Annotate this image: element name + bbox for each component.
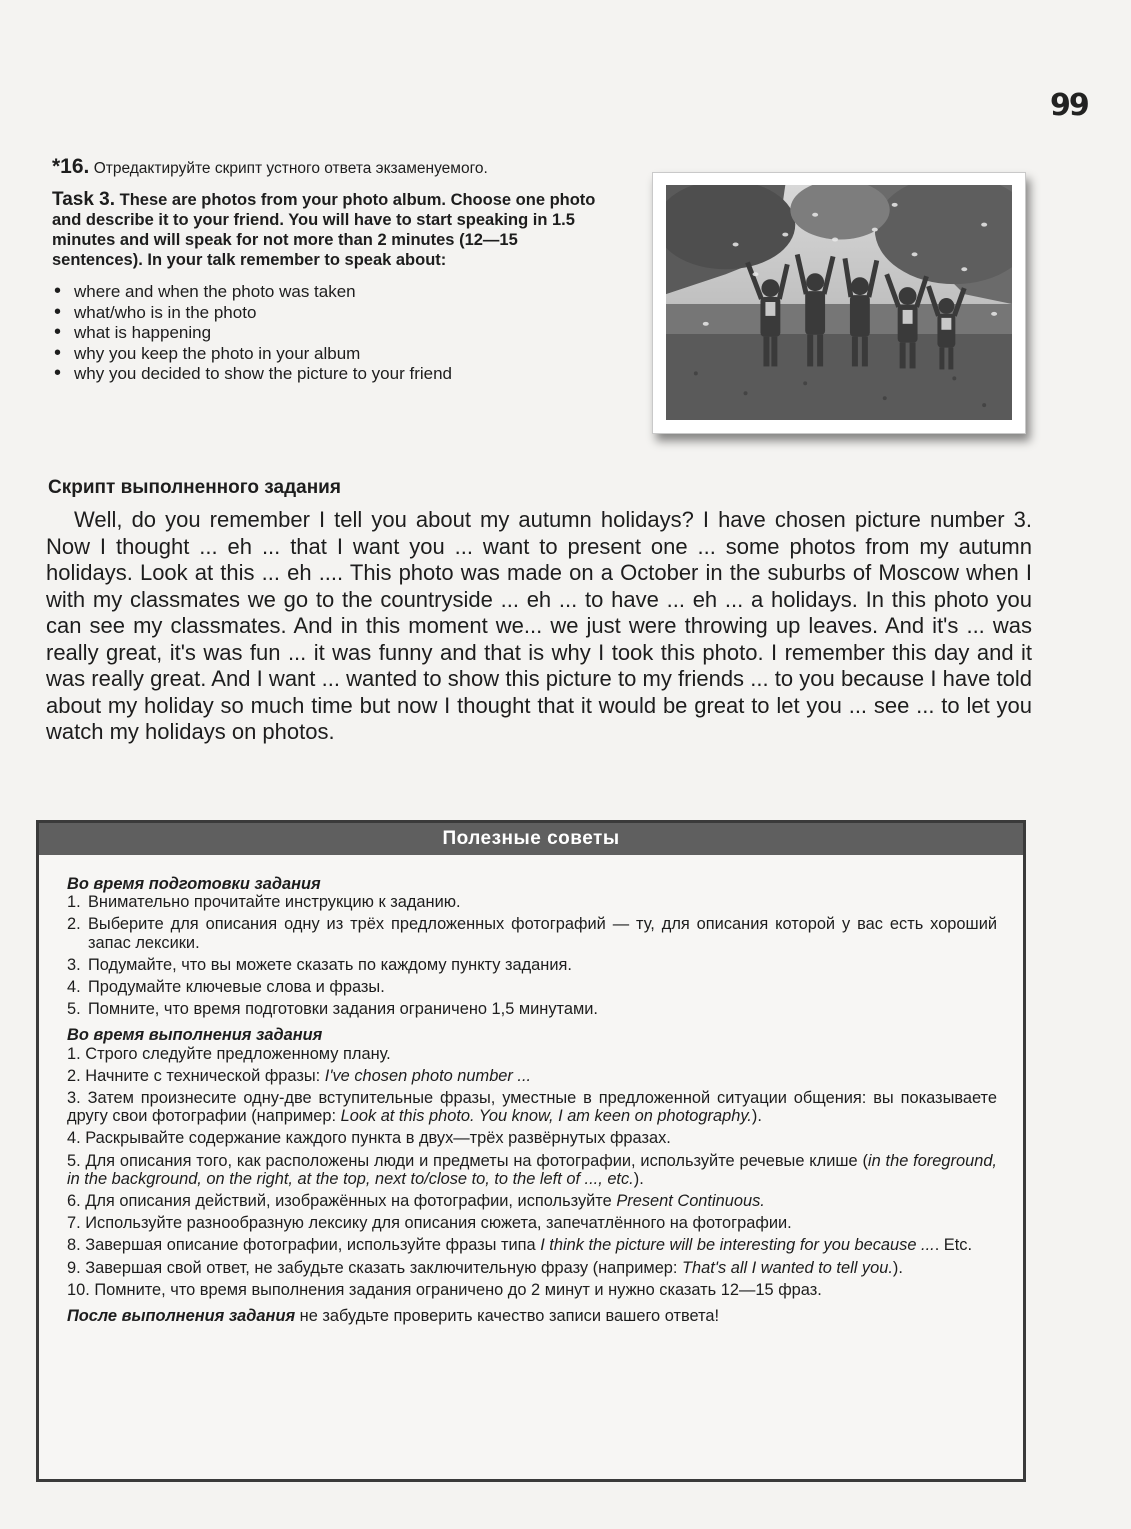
item-number: 1.	[67, 1044, 81, 1063]
item-number: 9.	[67, 1258, 81, 1277]
item-number: 7.	[67, 1214, 81, 1233]
script-title: Скрипт выполненного задания	[48, 477, 341, 498]
task-text: These are photos from your photo album. Choose one photo and describe it to your friend. You will have to start speaking in 1.5 minutes and will speak for not more than 2 minutes (12—15 sentences). In your talk remember to speak about:	[52, 191, 596, 269]
list-item	[67, 1045, 997, 1063]
final-note	[67, 1307, 997, 1325]
exercise-heading	[52, 155, 612, 178]
list-item	[67, 1214, 997, 1232]
item-number: 1.	[67, 893, 81, 912]
item-text-end: ).	[892, 1258, 903, 1277]
autumn-friends-photo	[666, 185, 1012, 420]
item-number: 2.	[67, 1066, 81, 1085]
list-item: • where and when the photo was taken	[52, 282, 612, 303]
item-number: 3.	[67, 955, 81, 974]
item-text: Подумайте, что вы можете сказать по каждому пункту задания.	[88, 955, 572, 974]
list-item: • what is happening	[52, 323, 612, 344]
item-text-end: ).	[751, 1107, 762, 1126]
tips-header: Полезные советы	[39, 823, 1023, 855]
list-item	[67, 1281, 997, 1299]
item-text: Завершая описание фотографии, используйте фразы типа	[85, 1236, 536, 1255]
item-text: Используйте разнообразную лексику для описания сюжета, запечатлённого на фотографии.	[85, 1214, 792, 1233]
script-text: Well, do you remember I tell you about my autumn holidays? I have chosen picture number 3. Now I thought ... eh ... that I want you ... want to present one ... some photos from my autumn holidays. Look at this ... eh .... This photo was made on a October in the suburbs of Moscow when I with my classmates we go to the countryside ... eh ... to have ... eh ... a holidays. In this photo you can see my classmates. And in this moment we... we just were throwing up leaves. And it's ... was really great, it's was fun ... it was funny and that is why I took this photo. I remember this day and it was really great. And I want ... wanted to show this picture to my friends ... to you because I have told about my holiday so much time but now I thought that it would be great to let you ... see ... to let you watch my holidays on photos.	[46, 507, 1032, 744]
list-item	[67, 1067, 997, 1085]
item-text: Продумайте ключевые слова и фразы.	[88, 978, 385, 997]
prep-section-title: Во время подготовки задания	[67, 875, 321, 893]
list-item	[67, 893, 997, 911]
photo-frame	[652, 172, 1026, 434]
prep-tips-list	[67, 893, 997, 1018]
exercise-instruction: Отредактируйте скрипт устного ответа экзаменуемого.	[93, 160, 488, 177]
list-item	[67, 1089, 997, 1125]
final-note-emphasis: После выполнения задания	[67, 1307, 296, 1326]
item-example: Present Continuous.	[616, 1192, 765, 1211]
list-item	[67, 1236, 997, 1254]
task-description	[52, 190, 612, 270]
item-number: 5.	[67, 1000, 81, 1019]
item-text: Затем произнесите одну-две вступительные фразы, уместные в предложенной ситуации общения: вы показываете другу свои фотографии (например:	[67, 1089, 997, 1126]
exercise-block	[52, 155, 612, 385]
list-item	[67, 978, 997, 996]
item-text: Внимательно прочитайте инструкцию к заданию.	[88, 893, 461, 912]
item-text: Завершая свой ответ, не забудьте сказать заключительную фразу (например:	[85, 1258, 678, 1277]
item-number: 3.	[67, 1089, 81, 1108]
item-number: 8.	[67, 1236, 81, 1255]
item-example: Look at this photo. You know, I am keen on photography.	[340, 1107, 752, 1126]
item-text-end: . Etc.	[934, 1236, 973, 1255]
item-example: in the foreground, in the background, on the right, at the top, next to/close to, to the left of ..., etc.	[67, 1151, 997, 1188]
list-item	[67, 1152, 997, 1188]
list-item	[67, 1259, 997, 1277]
item-text: Помните, что время подготовки задания ограничено 1,5 минутами.	[88, 1000, 598, 1019]
list-item	[67, 1000, 997, 1018]
item-text: Помните, что время выполнения задания ограничено до 2 минут и нужно сказать 12—15 фраз.	[94, 1280, 822, 1299]
item-number: 10.	[67, 1280, 90, 1299]
list-item: • why you decided to show the picture to your friend	[52, 364, 612, 385]
item-number: 5.	[67, 1151, 81, 1170]
tips-box	[36, 820, 1026, 1482]
item-text: Раскрывайте содержание каждого пункта в двух—трёх развёрнутых фразах.	[85, 1129, 671, 1148]
task-bullet-list	[52, 282, 612, 385]
item-text: Для описания действий, изображённых на фотографии, используйте	[85, 1192, 612, 1211]
list-item	[67, 915, 997, 951]
list-item	[67, 956, 997, 974]
item-text: Для описания того, как расположены люди и предметы на фотографии, используйте речевые клише (	[85, 1151, 868, 1170]
tips-body	[39, 855, 1023, 1325]
list-item: • what/who is in the photo	[52, 303, 612, 324]
list-item	[67, 1129, 997, 1147]
item-number: 6.	[67, 1192, 81, 1211]
final-note-text: не забудьте проверить качество записи вашего ответа!	[299, 1307, 720, 1326]
page-number: 99	[1050, 88, 1088, 123]
task-label: Task 3.	[52, 189, 116, 210]
item-text: Выберите для описания одну из трёх предложенных фотографий — ту, для описания которой у вас есть хороший запас лексики.	[88, 915, 997, 952]
exercise-number: *16.	[52, 155, 90, 178]
item-number: 4.	[67, 978, 81, 997]
item-text-end: ).	[633, 1169, 644, 1188]
item-text: Начните с технической фразы:	[85, 1066, 321, 1085]
exec-section-title: Во время выполнения задания	[67, 1026, 323, 1045]
item-example: I've chosen photo number ...	[324, 1066, 532, 1085]
exec-tips-list	[67, 1045, 997, 1299]
item-number: 2.	[67, 915, 81, 934]
list-item: • why you keep the photo in your album	[52, 344, 612, 365]
item-example: I think the picture will be interesting for you because ...	[540, 1236, 935, 1255]
item-number: 4.	[67, 1129, 81, 1148]
list-item	[67, 1192, 997, 1210]
item-example: That's all I wanted to tell you.	[682, 1258, 893, 1277]
item-text: Строго следуйте предложенному плану.	[85, 1044, 391, 1063]
